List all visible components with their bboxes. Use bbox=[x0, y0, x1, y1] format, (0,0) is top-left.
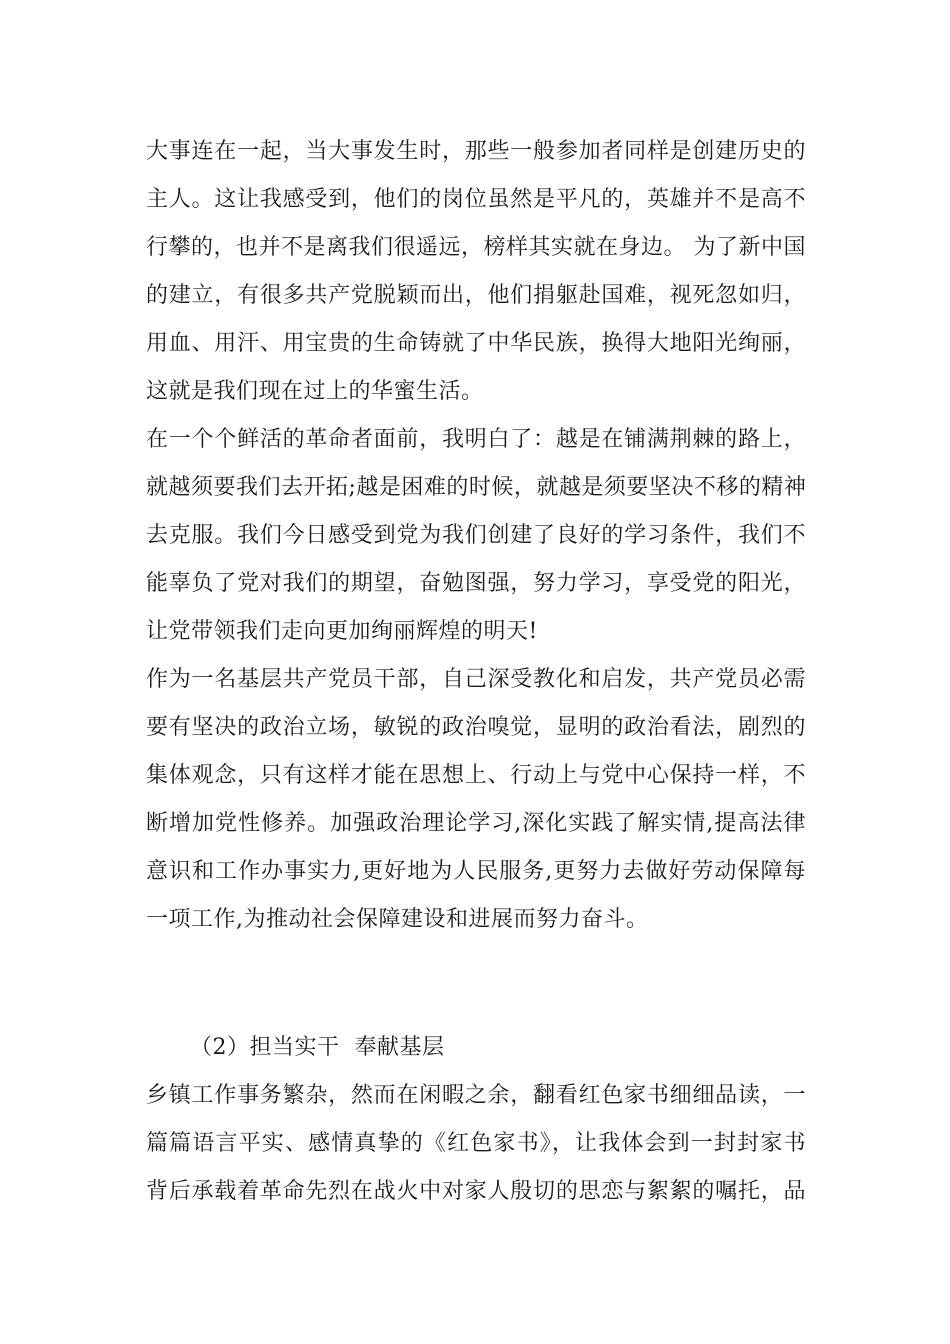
paragraph-2-line-3: 去克服。我们今日感受到党为我们创建了良好的学习条件，我们不 bbox=[146, 523, 806, 548]
section-heading: （2）担当实干 奉献基层 bbox=[190, 1035, 445, 1060]
paragraph-1-line-2: 主人。这让我感受到，他们的岗位虽然是平凡的，英雄并不是高不 bbox=[146, 187, 806, 212]
paragraph-1-line-4: 的建立，有很多共产党脱颖而出，他们捐躯赴国难，视死忽如归， bbox=[146, 283, 806, 308]
paragraph-1-line-6: 这就是我们现在过上的华蜜生活。 bbox=[146, 379, 484, 404]
paragraph-2-line-1: 在一个个鲜活的革命者面前，我明白了：越是在铺满荆棘的路上， bbox=[146, 427, 806, 452]
paragraph-1-line-3: 行攀的，也并不是离我们很遥远，榜样其实就在身边。 为了新中国 bbox=[146, 235, 806, 260]
paragraph-4-line-3: 背后承载着革命先烈在战火中对家人殷切的思恋与絮絮的嘱托，品 bbox=[146, 1179, 806, 1204]
paragraph-2-line-4: 能辜负了党对我们的期望，奋勉图强，努力学习，享受党的阳光， bbox=[146, 571, 806, 596]
paragraph-1-line-5: 用血、用汗、用宝贵的生命铸就了中华民族，换得大地阳光绚丽， bbox=[146, 331, 806, 356]
paragraph-3-line-2: 要有坚决的政治立场，敏锐的政治嗅觉，显明的政治看法，剧烈的 bbox=[146, 715, 806, 740]
paragraph-3-line-6: 一项工作,为推动社会保障建设和进展而努力奋斗。 bbox=[146, 907, 649, 932]
paragraph-4-line-2: 篇篇语言平实、感情真挚的《红色家书》，让我体会到一封封家书 bbox=[146, 1131, 806, 1156]
paragraph-4-line-1: 乡镇工作事务繁杂，然而在闲暇之余，翻看红色家书细细品读，一 bbox=[146, 1083, 806, 1108]
paragraph-1-line-1: 大事连在一起，当大事发生时，那些一般参加者同样是创建历史的 bbox=[146, 139, 806, 164]
paragraph-3-line-4: 断增加党性修养。加强政治理论学习,深化实践了解实情,提高法律 bbox=[146, 811, 806, 836]
paragraph-3-line-5: 意识和工作办事实力,更好地为人民服务,更努力去做好劳动保障每 bbox=[146, 859, 806, 884]
paragraph-3-line-1: 作为一名基层共产党员干部，自己深受教化和启发，共产党员必需 bbox=[146, 667, 806, 692]
paragraph-2-line-2: 就越须要我们去开拓;越是困难的时候，就越是须要坚决不移的精神 bbox=[146, 475, 807, 500]
paragraph-2-line-5: 让党带领我们走向更加绚丽辉煌的明天! bbox=[146, 619, 538, 644]
paragraph-3-line-3: 集体观念，只有这样才能在思想上、行动上与党中心保持一样，不 bbox=[146, 763, 806, 788]
